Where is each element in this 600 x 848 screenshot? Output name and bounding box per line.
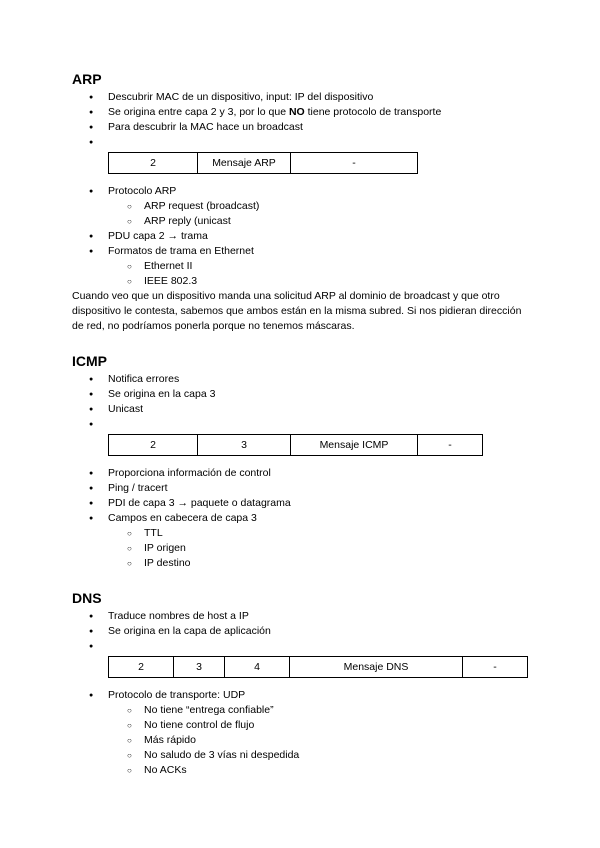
sub-list-item: ○ No tiene control de flujo [108, 718, 532, 733]
frame-cell-layer3: 3 [174, 657, 225, 678]
empty-list-item [72, 135, 532, 150]
frame-cell-layer2: 2 [109, 435, 198, 456]
sub-list-item: ○ Ethernet II [108, 259, 532, 274]
sub-list-item: ○ IP destino [108, 556, 532, 571]
list-item [72, 688, 532, 778]
frame-cell-message: Mensaje ARP [198, 153, 291, 174]
empty-list-item [72, 417, 532, 432]
icmp-campos-sublist [108, 526, 532, 571]
dns-heading: DNS [72, 590, 102, 606]
table-row [109, 435, 483, 456]
list-item: ● Ping / tracert [72, 481, 532, 496]
sub-list-item: ○ TTL [108, 526, 532, 541]
sub-list-item: ○ No tiene “entrega confiable” [108, 703, 532, 718]
frame-cell-trailer: - [291, 153, 418, 174]
icmp-list-2 [72, 466, 532, 571]
sub-list-item: ○ No saludo de 3 vías ni despedida [108, 748, 532, 763]
list-item [72, 105, 532, 120]
arp-formatos-label: Formatos de trama en Ethernet [108, 245, 254, 257]
icmp-list [72, 372, 532, 432]
frame-cell-trailer: - [463, 657, 528, 678]
arp-formatos-sublist [108, 259, 532, 289]
arp-protocolo-sublist [108, 199, 532, 229]
list-item: ● PDU capa 2 → trama [72, 229, 532, 244]
icmp-campos-label: Campos en cabecera de capa 3 [108, 512, 257, 524]
sub-list-item: ○ No ACKs [108, 763, 532, 778]
list-item: ● Se origina en la capa 3 [72, 387, 532, 402]
icmp-frame-table [108, 434, 483, 456]
arp-list-2 [72, 184, 532, 289]
list-item: ● Notifica errores [72, 372, 532, 387]
list-item: ● Para descubrir la MAC hace un broadcast [72, 120, 532, 135]
frame-cell-layer4: 4 [225, 657, 290, 678]
sub-list-item: ○ IEEE 802.3 [108, 274, 532, 289]
list-item: ● Traduce nombres de host a IP [72, 609, 532, 624]
frame-cell-trailer: - [418, 435, 483, 456]
sub-list-item: ○ ARP request (broadcast) [108, 199, 532, 214]
sub-list-item: ○ IP origen [108, 541, 532, 556]
list-item [72, 184, 532, 229]
arp-frame-table [108, 152, 418, 174]
list-item: ● PDI de capa 3 → paquete o datagrama [72, 496, 532, 511]
dns-list [72, 609, 532, 654]
arp-section [72, 70, 532, 334]
arp-list [72, 90, 532, 150]
frame-cell-message: Mensaje ICMP [291, 435, 418, 456]
table-row [109, 153, 418, 174]
list-item: ● Proporciona información de control [72, 466, 532, 481]
dns-section [72, 589, 532, 778]
list-item [72, 244, 532, 289]
arp-item2-pre: Se origina entre capa 2 y 3, por lo que [108, 106, 289, 118]
list-item: ● Se origina en la capa de aplicación [72, 624, 532, 639]
frame-cell-layer2: 2 [109, 657, 174, 678]
dns-transporte-sublist [108, 703, 532, 778]
dns-frame-table [108, 656, 528, 678]
list-item: ● Descubrir MAC de un dispositivo, input: IP del dispositivo [72, 90, 532, 105]
list-item [72, 511, 532, 571]
document-page [72, 70, 532, 790]
list-item: ● Unicast [72, 402, 532, 417]
empty-list-item [72, 639, 532, 654]
icmp-section [72, 352, 532, 571]
arp-item2-bold: NO [288, 106, 305, 118]
sub-list-item: ○ ARP reply (unicast [108, 214, 532, 229]
frame-cell-message: Mensaje DNS [290, 657, 463, 678]
arp-paragraph: Cuando veo que un dispositivo manda una solicitud ARP al dominio de broadcast y que otro dispositivo le contesta, sabemos que ambos están en la misma subred. Si nos pidieran dirección de red, no podríamos ponerla porque no tenemos máscaras. [72, 290, 522, 332]
arp-protocolo-label: Protocolo ARP [108, 185, 177, 197]
dns-transporte-label: Protocolo de transporte: UDP [108, 689, 246, 701]
sub-list-item: ○ Más rápido [108, 733, 532, 748]
arp-heading: ARP [72, 71, 102, 87]
arp-item2-post: tiene protocolo de transporte [304, 106, 442, 118]
icmp-heading: ICMP [72, 353, 107, 369]
dns-list-2 [72, 688, 532, 778]
frame-cell-layer2: 2 [109, 153, 198, 174]
table-row [109, 657, 528, 678]
frame-cell-layer3: 3 [198, 435, 291, 456]
